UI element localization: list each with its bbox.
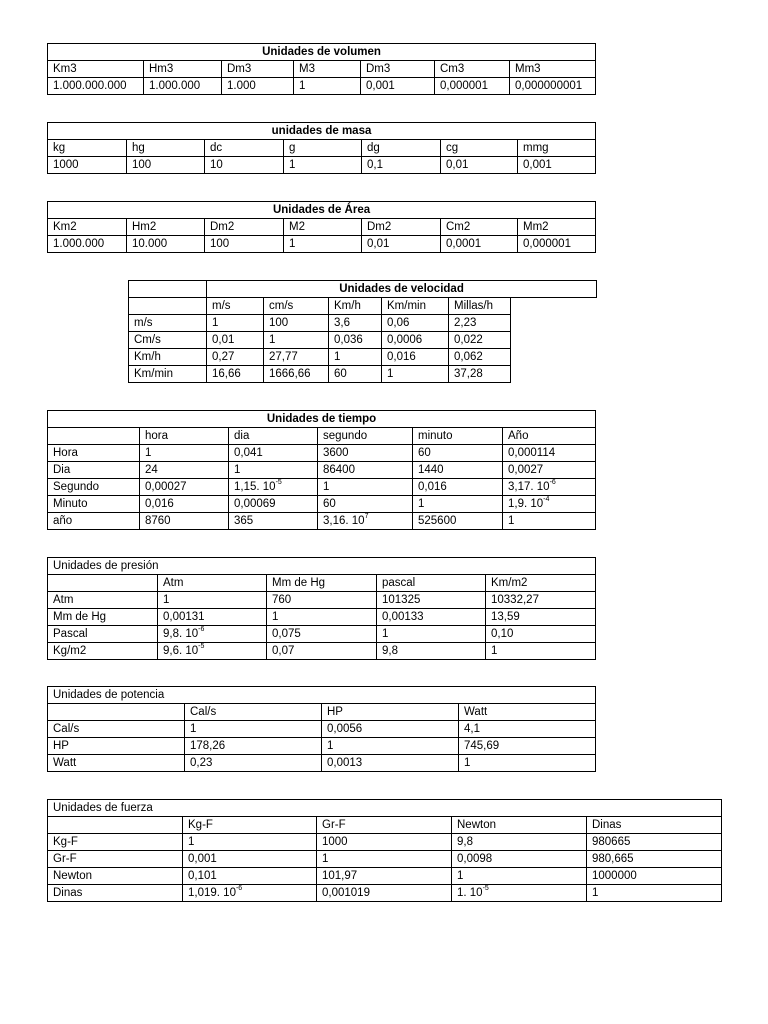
row-label: Km/h	[129, 349, 207, 366]
value-cell: 1	[486, 643, 596, 660]
header-cell: Dm2	[205, 219, 284, 236]
table-row	[48, 721, 596, 738]
table-title: Unidades de Área	[48, 202, 596, 219]
value-cell: 0,041	[229, 445, 318, 462]
value-cell: 1	[183, 834, 317, 851]
table-potencia	[47, 686, 596, 772]
value-cell: 27,77	[264, 349, 329, 366]
row-label: HP	[48, 738, 185, 755]
corner-cell	[48, 704, 185, 721]
header-cell: Newton	[452, 817, 587, 834]
header-cell: Km/min	[382, 298, 449, 315]
table-row	[129, 349, 597, 366]
header-row	[48, 575, 596, 592]
header-cell: Mm de Hg	[267, 575, 377, 592]
value-cell: 0,0001	[441, 236, 518, 253]
value-cell: 0,0098	[452, 851, 587, 868]
value-cell: 0,00027	[140, 479, 229, 496]
value-cell: 60	[318, 496, 413, 513]
table-row	[129, 332, 597, 349]
value-cell: 1	[264, 332, 329, 349]
header-row	[48, 219, 596, 236]
table-row	[48, 462, 596, 479]
row-label: Minuto	[48, 496, 140, 513]
value-cell: 1000	[317, 834, 452, 851]
row-label: Hora	[48, 445, 140, 462]
value-cell: 1	[413, 496, 503, 513]
header-cell: hora	[140, 428, 229, 445]
header-cell: Mm2	[518, 219, 596, 236]
table-row	[48, 78, 596, 95]
value-cell: 0,0027	[503, 462, 596, 479]
corner-cell	[48, 428, 140, 445]
table-presion	[47, 557, 596, 660]
value-cell: 0,000001	[518, 236, 596, 253]
header-cell: segundo	[318, 428, 413, 445]
table-area	[47, 201, 596, 253]
row-label: Cm/s	[129, 332, 207, 349]
value-cell: 100	[264, 315, 329, 332]
table-row	[48, 609, 596, 626]
header-cell: cg	[441, 140, 518, 157]
header-cell: Atm	[158, 575, 267, 592]
mantissa: 3,17. 10	[508, 480, 550, 493]
header-cell: Dm3	[222, 61, 294, 78]
header-cell: m/s	[207, 298, 264, 315]
value-cell: 0,01	[441, 157, 518, 174]
header-cell: HP	[322, 704, 459, 721]
table-row	[48, 834, 722, 851]
exponent: -5	[198, 642, 205, 650]
corner-cell	[129, 281, 207, 298]
value-cell: 1	[294, 78, 361, 95]
value-cell: 1	[317, 851, 452, 868]
value-cell: 178,26	[185, 738, 322, 755]
table-row	[48, 479, 596, 496]
header-cell: pascal	[377, 575, 486, 592]
value-cell: 0,00133	[377, 609, 486, 626]
value-cell: 0,016	[140, 496, 229, 513]
value-cell: 0,062	[449, 349, 511, 366]
header-cell: dc	[205, 140, 284, 157]
value-cell: 0,10	[486, 626, 596, 643]
row-label: año	[48, 513, 140, 530]
value-cell: 3600	[318, 445, 413, 462]
header-cell: Hm3	[144, 61, 222, 78]
header-row	[48, 817, 722, 834]
table-row	[48, 626, 596, 643]
header-cell: dia	[229, 428, 318, 445]
table-title: unidades de masa	[48, 123, 596, 140]
value-cell: 980665	[587, 834, 722, 851]
value-cell: 13,59	[486, 609, 596, 626]
exponent: -6	[198, 625, 205, 633]
exponent: -4	[543, 495, 550, 503]
value-cell: 1	[158, 592, 267, 609]
header-cell: Km2	[48, 219, 127, 236]
value-cell: 760	[267, 592, 377, 609]
exponent: -5	[482, 884, 489, 892]
header-cell: Gr-F	[317, 817, 452, 834]
header-cell: Año	[503, 428, 596, 445]
value-cell: 0,001	[361, 78, 435, 95]
header-cell: Km/m2	[486, 575, 596, 592]
value-cell: 101325	[377, 592, 486, 609]
mantissa: 1,15. 10	[234, 480, 276, 493]
value-cell: 0,0056	[322, 721, 459, 738]
value-cell: 10	[205, 157, 284, 174]
value-cell: 1	[267, 609, 377, 626]
value-cell: 24	[140, 462, 229, 479]
value-cell: 0,01	[207, 332, 264, 349]
value-cell: 1.000.000.000	[48, 78, 144, 95]
row-label: m/s	[129, 315, 207, 332]
value-cell: 1666,66	[264, 366, 329, 383]
value-cell: 9,8	[452, 834, 587, 851]
header-cell: Kg-F	[183, 817, 317, 834]
row-label: Gr-F	[48, 851, 183, 868]
value-cell: 0,0006	[382, 332, 449, 349]
value-cell	[183, 885, 317, 902]
header-cell: Dm2	[362, 219, 441, 236]
value-cell: 0,001	[183, 851, 317, 868]
value-cell: 1	[284, 236, 362, 253]
value-cell: 0,000000001	[510, 78, 596, 95]
table-row	[48, 445, 596, 462]
row-label: Dinas	[48, 885, 183, 902]
value-cell: 0,01	[362, 236, 441, 253]
table-tiempo	[47, 410, 596, 530]
value-cell: 60	[329, 366, 382, 383]
table-title: Unidades de tiempo	[48, 411, 596, 428]
value-cell: 1	[587, 885, 722, 902]
value-cell: 0,06	[382, 315, 449, 332]
table-title: Unidades de fuerza	[48, 800, 722, 817]
header-cell: g	[284, 140, 362, 157]
value-cell: 10.000	[127, 236, 205, 253]
value-cell: 365	[229, 513, 318, 530]
table-row	[129, 366, 597, 383]
value-cell: 0,000114	[503, 445, 596, 462]
value-cell: 0,036	[329, 332, 382, 349]
value-cell: 1	[140, 445, 229, 462]
header-cell: cm/s	[264, 298, 329, 315]
row-label: Pascal	[48, 626, 158, 643]
value-cell: 0,016	[382, 349, 449, 366]
header-cell: Cm3	[435, 61, 510, 78]
value-cell: 101,97	[317, 868, 452, 885]
value-cell: 0,000001	[435, 78, 510, 95]
table-row	[48, 513, 596, 530]
value-cell: 0,022	[449, 332, 511, 349]
table-title: Unidades de volumen	[48, 44, 596, 61]
value-cell: 37,28	[449, 366, 511, 383]
value-cell: 60	[413, 445, 503, 462]
header-cell: Hm2	[127, 219, 205, 236]
row-label: Kg/m2	[48, 643, 158, 660]
value-cell: 1	[382, 366, 449, 383]
value-cell: 0,001	[518, 157, 596, 174]
row-label: Newton	[48, 868, 183, 885]
value-cell: 0,1	[362, 157, 441, 174]
value-cell: 100	[205, 236, 284, 253]
value-cell: 86400	[318, 462, 413, 479]
value-cell: 0,0013	[322, 755, 459, 772]
row-label: Mm de Hg	[48, 609, 158, 626]
value-cell: 9,8	[377, 643, 486, 660]
header-cell: Millas/h	[449, 298, 511, 315]
header-cell: Km/h	[329, 298, 382, 315]
corner-cell	[129, 298, 207, 315]
header-cell: Km3	[48, 61, 144, 78]
table-row	[48, 592, 596, 609]
value-cell: 1	[503, 513, 596, 530]
row-label: Atm	[48, 592, 158, 609]
table-velocidad	[128, 280, 597, 383]
table-row	[48, 755, 596, 772]
mantissa: 9,6. 10	[163, 644, 199, 657]
header-cell: kg	[48, 140, 127, 157]
value-cell: 1	[322, 738, 459, 755]
value-cell: 4,1	[459, 721, 596, 738]
table-title: Unidades de velocidad	[207, 281, 597, 298]
table-row	[48, 496, 596, 513]
table-fuerza	[47, 799, 722, 902]
value-cell: 16,66	[207, 366, 264, 383]
exponent: -6	[549, 478, 556, 486]
exponent: 7	[364, 512, 369, 520]
header-cell: Dm3	[361, 61, 435, 78]
mantissa: 1. 10	[457, 886, 483, 899]
value-cell	[229, 479, 318, 496]
header-cell: Dinas	[587, 817, 722, 834]
value-cell: 0,075	[267, 626, 377, 643]
table-row	[48, 851, 722, 868]
mantissa: 9,8. 10	[163, 627, 199, 640]
value-cell: 0,001019	[317, 885, 452, 902]
value-cell: 1	[377, 626, 486, 643]
value-cell: 1.000.000	[144, 78, 222, 95]
value-cell: 1000	[48, 157, 127, 174]
table-row	[48, 643, 596, 660]
value-cell: 2,23	[449, 315, 511, 332]
value-cell: 1	[452, 868, 587, 885]
header-cell: Watt	[459, 704, 596, 721]
value-cell: 0,016	[413, 479, 503, 496]
header-cell: dg	[362, 140, 441, 157]
header-cell: M2	[284, 219, 362, 236]
value-cell	[452, 885, 587, 902]
header-row	[48, 140, 596, 157]
header-cell: minuto	[413, 428, 503, 445]
row-label: Dia	[48, 462, 140, 479]
value-cell: 0,101	[183, 868, 317, 885]
table-row	[48, 868, 722, 885]
value-cell: 1	[284, 157, 362, 174]
value-cell: 1	[329, 349, 382, 366]
value-cell: 1	[185, 721, 322, 738]
corner-cell	[48, 817, 183, 834]
value-cell: 1	[459, 755, 596, 772]
header-row	[129, 298, 597, 315]
value-cell: 525600	[413, 513, 503, 530]
table-masa	[47, 122, 596, 174]
header-cell: Mm3	[510, 61, 596, 78]
value-cell: 1	[229, 462, 318, 479]
value-cell	[158, 643, 267, 660]
header-cell: Cal/s	[185, 704, 322, 721]
value-cell	[318, 513, 413, 530]
value-cell: 10332,27	[486, 592, 596, 609]
value-cell: 0,07	[267, 643, 377, 660]
value-cell	[503, 496, 596, 513]
header-row	[48, 704, 596, 721]
table-row	[48, 236, 596, 253]
value-cell: 8760	[140, 513, 229, 530]
value-cell	[158, 626, 267, 643]
value-cell: 1.000	[222, 78, 294, 95]
header-cell: hg	[127, 140, 205, 157]
header-row	[48, 61, 596, 78]
table-row	[48, 738, 596, 755]
value-cell: 745,69	[459, 738, 596, 755]
table-row	[129, 315, 597, 332]
value-cell: 0,00131	[158, 609, 267, 626]
header-row	[48, 428, 596, 445]
value-cell: 0,23	[185, 755, 322, 772]
value-cell: 100	[127, 157, 205, 174]
value-cell: 1440	[413, 462, 503, 479]
exponent: -6	[235, 884, 243, 892]
mantissa: 1,9. 10	[508, 497, 544, 510]
header-cell: Cm2	[441, 219, 518, 236]
value-cell: 1	[318, 479, 413, 496]
table-title: Unidades de potencia	[48, 687, 596, 704]
table-row	[48, 157, 596, 174]
row-label: Km/min	[129, 366, 207, 383]
value-cell	[503, 479, 596, 496]
corner-cell	[48, 575, 158, 592]
row-label: Watt	[48, 755, 185, 772]
table-title: Unidades de presión	[48, 558, 596, 575]
value-cell: 980,665	[587, 851, 722, 868]
row-label: Cal/s	[48, 721, 185, 738]
mantissa: 3,16. 10	[323, 514, 365, 527]
row-label: Segundo	[48, 479, 140, 496]
table-row	[48, 885, 722, 902]
row-label: Kg-F	[48, 834, 183, 851]
value-cell: 1.000.000	[48, 236, 127, 253]
table-volumen	[47, 43, 596, 95]
value-cell: 0,27	[207, 349, 264, 366]
value-cell: 3,6	[329, 315, 382, 332]
header-cell: mmg	[518, 140, 596, 157]
exponent: -5	[275, 478, 282, 486]
value-cell: 1	[207, 315, 264, 332]
header-cell: M3	[294, 61, 361, 78]
mantissa: 1,019. 10	[188, 886, 236, 899]
value-cell: 1000000	[587, 868, 722, 885]
value-cell: 0,00069	[229, 496, 318, 513]
